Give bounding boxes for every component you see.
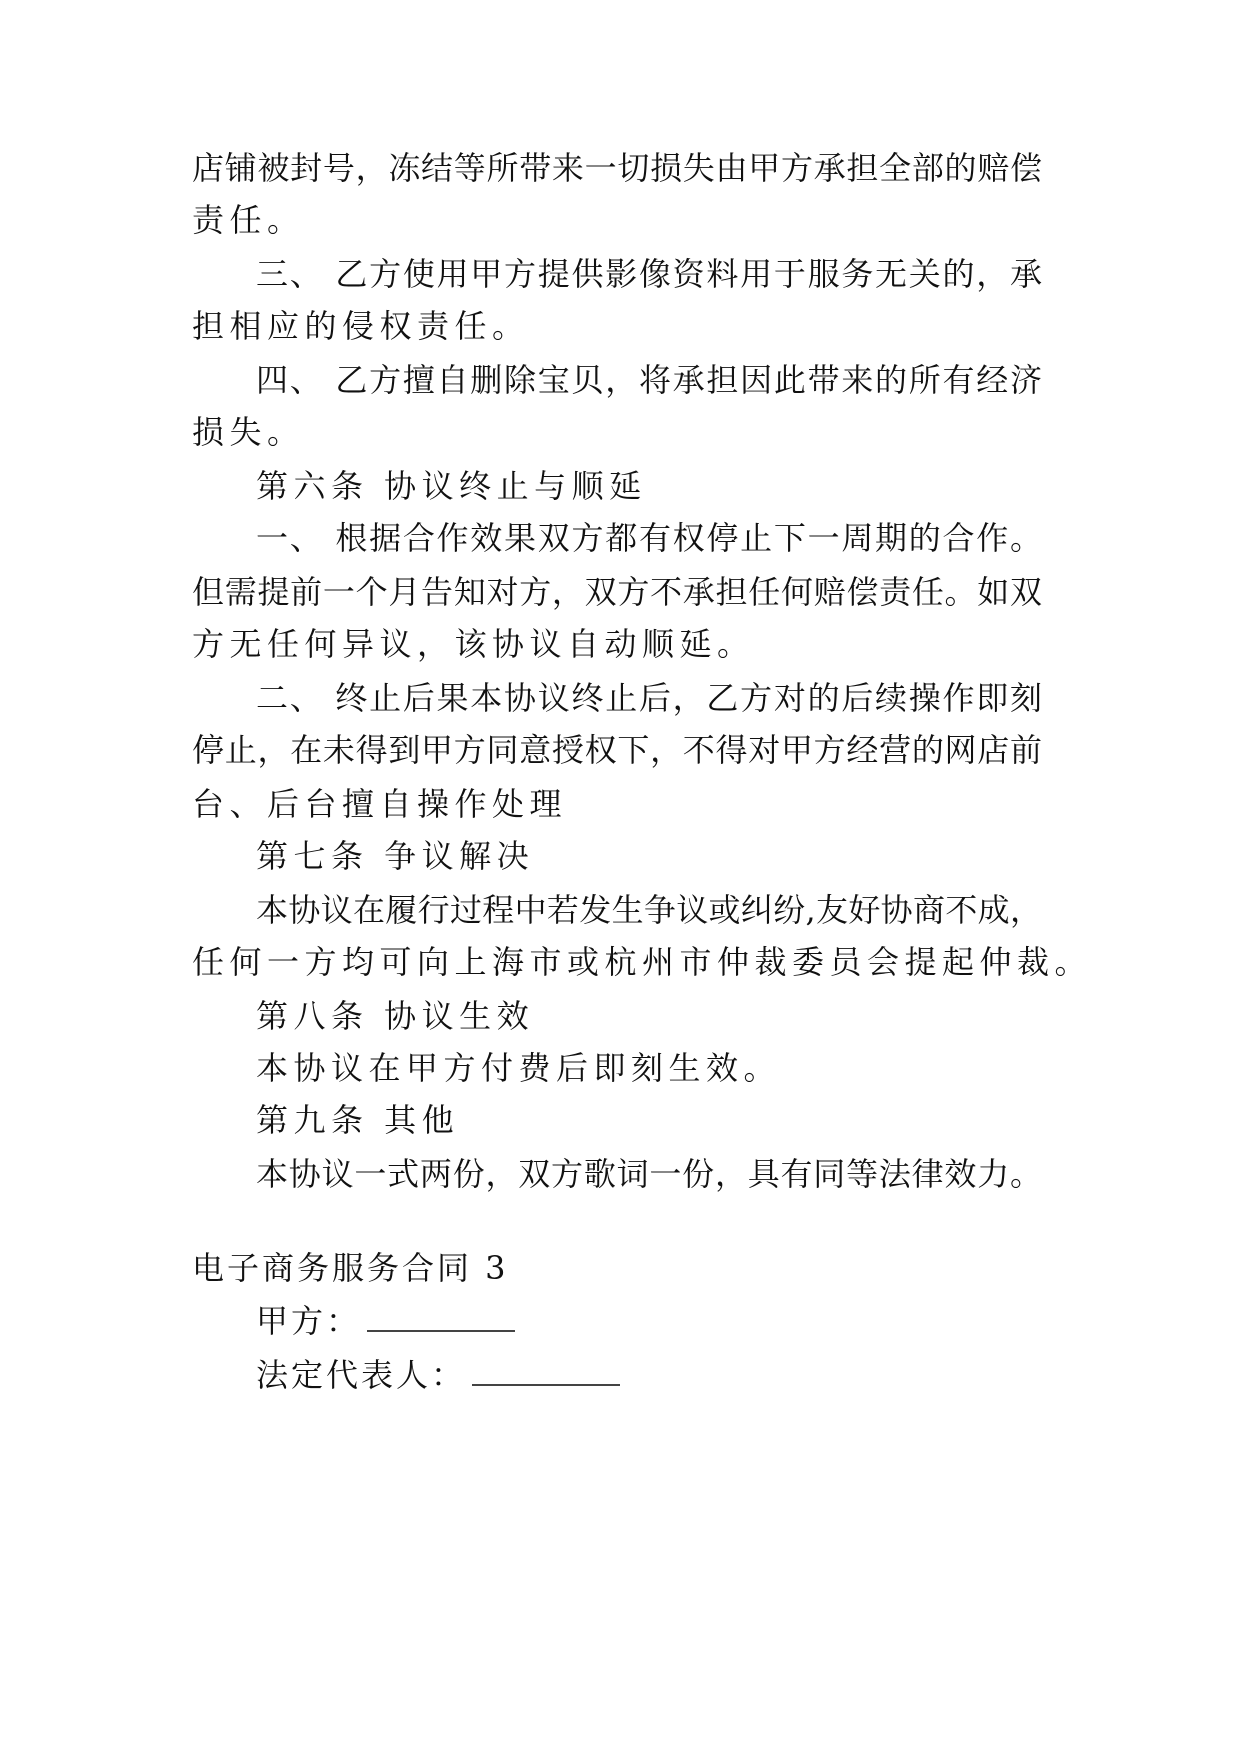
party-a-field — [256, 1300, 515, 1341]
paragraph-line: 本协议一式两份，双方歌词一份，具有同等法律效力。 — [256, 1155, 1042, 1193]
article-nine-heading: 第九条 其他 — [256, 1101, 460, 1139]
clause-three: 三、 乙方使用甲方提供影像资料用于服务无关的，承 — [256, 255, 1042, 293]
party-a-blank — [367, 1300, 515, 1332]
paragraph-line: 责任。 — [192, 201, 305, 239]
paragraph-line: 台、后台擅自操作处理 — [192, 785, 568, 823]
legal-rep-label: 法定代表人： — [256, 1356, 467, 1394]
clause-four: 四、 乙方擅自删除宝贝，将承担因此带来的所有经济 — [256, 361, 1042, 399]
party-a-label: 甲方： — [256, 1302, 362, 1340]
article-eight-heading: 第八条 协议生效 — [256, 997, 535, 1035]
contract-title: 电子商务服务合同 3 — [192, 1249, 509, 1287]
paragraph-line: 但需提前一个月告知对方，双方不承担任何赔偿责任。如双 — [192, 573, 1042, 611]
paragraph-line: 损失。 — [192, 413, 305, 451]
paragraph-line: 方无任何异议，该协议自动顺延。 — [192, 625, 755, 663]
article-six-heading: 第六条 协议终止与顺延 — [256, 467, 647, 505]
paragraph-line: 任何一方均可向上海市或杭州市仲裁委员会提起仲裁。 — [192, 943, 1093, 981]
paragraph-line: 本协议在甲方付费后即刻生效。 — [256, 1049, 782, 1087]
paragraph-line: 本协议在履行过程中若发生争议或纠纷,友好协商不成， — [256, 891, 1042, 929]
paragraph-line: 停止，在未得到甲方同意授权下，不得对甲方经营的网店前 — [192, 731, 1042, 769]
legal-rep-field — [256, 1354, 620, 1395]
article-seven-heading: 第七条 争议解决 — [256, 837, 535, 875]
clause-two: 二、 终止后果本协议终止后，乙方对的后续操作即刻 — [256, 679, 1042, 717]
clause-one: 一、 根据合作效果双方都有权停止下一周期的合作。 — [256, 519, 1042, 557]
paragraph-line: 担相应的侵权责任。 — [192, 307, 530, 345]
legal-rep-blank — [472, 1354, 620, 1386]
paragraph-line: 店铺被封号，冻结等所带来一切损失由甲方承担全部的赔偿 — [192, 149, 1042, 187]
